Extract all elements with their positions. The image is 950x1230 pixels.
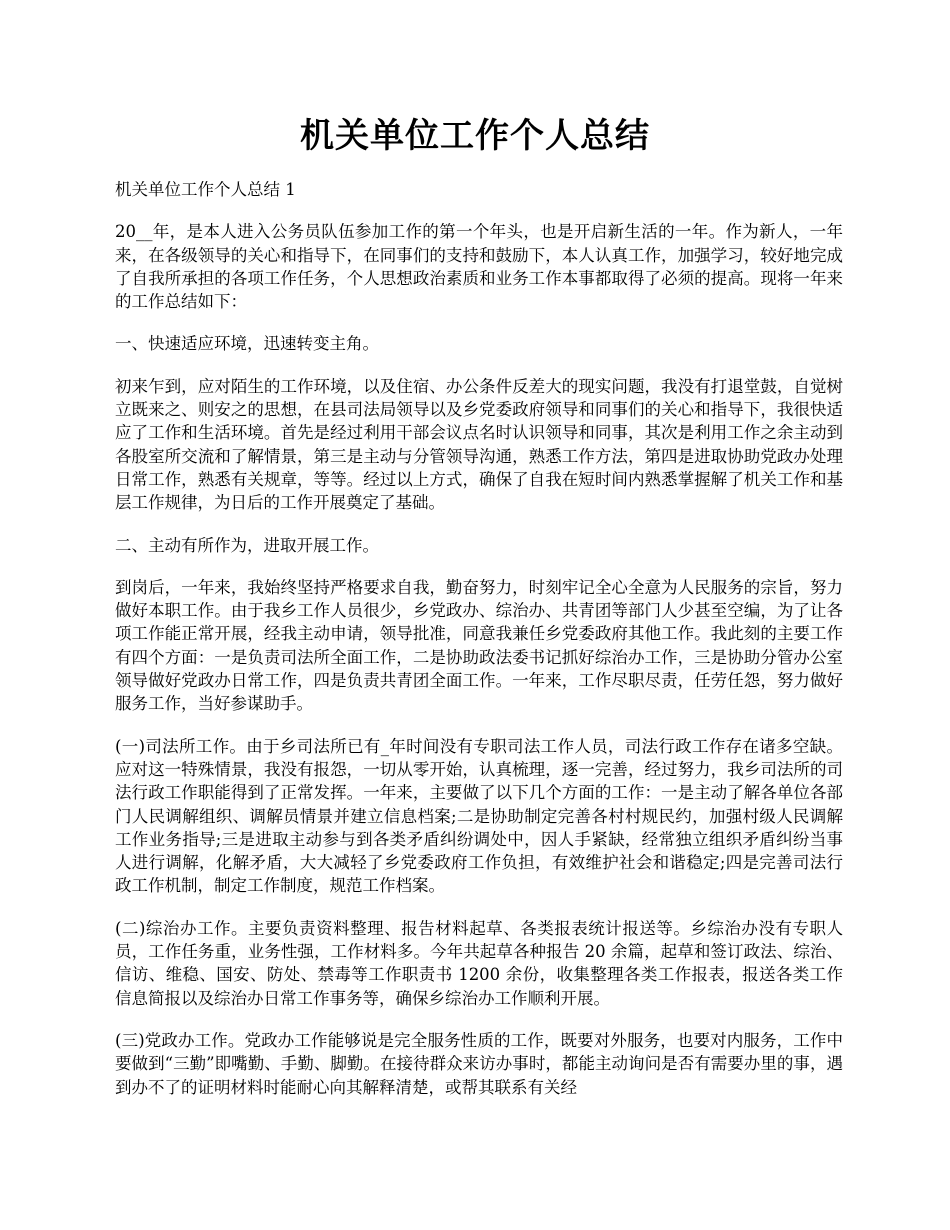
document-body	[115, 178, 843, 1118]
section-heading-1: 一、快速适应环境，迅速转变主角。	[115, 334, 379, 354]
section-heading-2: 二、主动有所作为，进取开展工作。	[115, 535, 379, 555]
party-office-paragraph: (三)党政办工作。党政办工作能够说是完全服务性质的工作，既要对外服务，也要对内服务，工作中要做到“三勤”即嘴勤、手勤、脚勤。在接待群众来访办事时，都能主动询问是否有需要办里的事，遇到办不了的证明材料时能耐心向其解释清楚，或帮其联系有关经	[115, 1030, 843, 1097]
section-2-paragraph: 到岗后，一年来，我始终坚持严格要求自我，勤奋努力，时刻牢记全心全意为人民服务的宗旨，努力做好本职工作。由于我乡工作人员很少，乡党政办、综治办、共青团等部门人少甚至空编，为了让各项工作能正常开展，经我主动申请，领导批准，同意我兼任乡党委政府其他工作。我此刻的主要工作有四个方面：一是负责司法所全面工作，二是协助政法委书记抓好综治办工作，三是协助分管办公室领导做好党政办日常工作，四是负责共青团全面工作。一年来，工作尽职尽责，任劳任怨，努力做好服务工作，当好参谋助手。	[115, 577, 843, 714]
judicial-office-paragraph: (一)司法所工作。由于乡司法所已有_年时间没有专职司法工作人员，司法行政工作存在诸多空缺。应对这一特殊情景，我没有报怨，一切从零开始，认真梳理，逐一完善，经过努力，我乡司法所的司法行政工作职能得到了正常发挥。一年来，主要做了以下几个方面的工作：一是主动了解各单位各部门人民调解组织、调解员情景并建立信息档案;二是协助制定完善各村村规民约，加强村级人民调解工作业务指导;三是进取主动参与到各类矛盾纠纷调处中，因人手紧缺，经常独立组织矛盾纠纷当事人进行调解，化解矛盾，大大减轻了乡党委政府工作负担，有效维护社会和谐稳定;四是完善司法行政工作机制，制定工作制度，规范工作档案。	[115, 736, 843, 896]
subtitle-paragraph: 机关单位工作个人总结 1	[115, 180, 296, 199]
document-title: 机关单位工作个人总结	[300, 116, 650, 156]
intro-paragraph: 20__年，是本人进入公务员队伍参加工作的第一个年头，也是开启新生活的一年。作为新人，一年来，在各级领导的关心和指导下，在同事们的支持和鼓励下，本人认真工作，加强学习，较好地完成了自我所承担的各项工作任务，个人思想政治素质和业务工作本事都取得了必须的提高。现将一年来的工作总结如下：	[115, 222, 843, 312]
section-1-paragraph: 初来乍到，应对陌生的工作环境，以及住宿、办公条件反差大的现实问题，我没有打退堂鼓，自觉树立既来之、则安之的思想，在县司法局领导以及乡党委政府领导和同事们的关心和指导下，我很快适应了工作和生活环境。首先是经过利用干部会议点名时认识领导和同事，其次是利用工作之余主动到各股室所交流和了解情景，第三是主动与分管领导沟通，熟悉工作方法，第四是进取协助党政办处理日常工作，熟悉有关规章，等等。经过以上方式，确保了自我在短时间内熟悉掌握解了机关工作和基层工作规律，为日后的工作开展奠定了基础。	[115, 376, 843, 513]
comprehensive-office-paragraph: (二)综治办工作。主要负责资料整理、报告材料起草、各类报表统计报送等。乡综治办没有专职人员，工作任务重，业务性强，工作材料多。今年共起草各种报告 20 余篇，起草和签订政法、综治、信访、维稳、国安、防处、禁毒等工作职责书 1200 余份，收集整理各类工作报表，报送各类工作信息简报以及综治办日常工作事务等，确保乡综治办工作顺利开展。	[115, 918, 843, 1008]
